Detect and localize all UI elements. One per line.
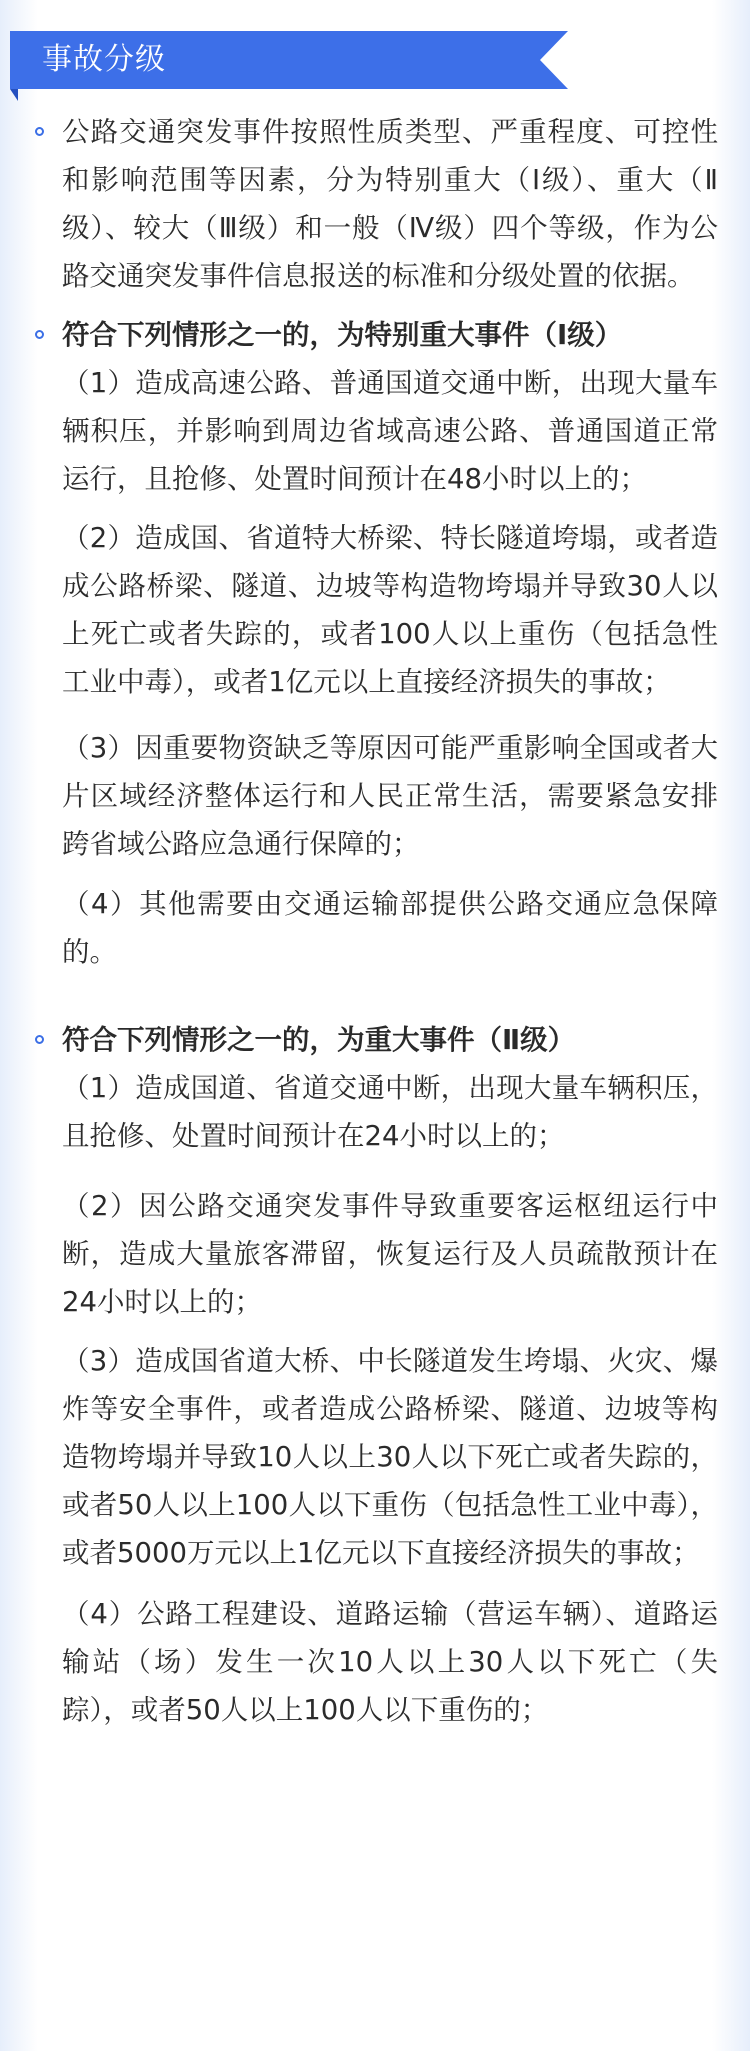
level2-item-3: （3）造成国省道大桥、中长隧道发生垮塌、火灾、爆炸等安全事件，或者造成公路桥梁、隧道、边坡等构造物垮塌并导致10人以上30人以下死亡或者失踪的，或者50人以上100人以下重伤（包括急性工业中毒），或者5000万元以上1亿元以下直接经济损失的事故； (62, 1345, 718, 1569)
section-header (10, 31, 570, 89)
level1-heading: 符合下列情形之一的，为特别重大事件（Ⅰ级） (62, 319, 623, 351)
level2-item-1: （1）造成国道、省道交通中断，出现大量车辆积压，且抢修、处置时间预计在24小时以上的； (62, 1072, 718, 1152)
circle-bullet-icon (35, 330, 44, 339)
circle-bullet-icon (35, 127, 44, 136)
level2-section (0, 1016, 750, 1734)
section-title: 事故分级 (42, 42, 166, 77)
level1-section (0, 311, 750, 976)
circle-bullet-icon (35, 1035, 44, 1044)
level2-heading: 符合下列情形之一的，为重大事件（Ⅱ级） (62, 1024, 576, 1056)
level2-item-2: （2）因公路交通突发事件导致重要客运枢纽运行中断，造成大量旅客滞留，恢复运行及人员疏散预计在24小时以上的； (62, 1190, 718, 1318)
level1-item-4: （4）其他需要由交通运输部提供公路交通应急保障的。 (62, 888, 718, 968)
level1-item-2: （2）造成国、省道特大桥梁、特长隧道垮塌，或者造成公路桥梁、隧道、边坡等构造物垮塌并导致30人以上死亡或者失踪的，或者100人以上重伤（包括急性工业中毒），或者1亿元以上直接经济损失的事故； (62, 522, 718, 698)
level1-item-3: （3）因重要物资缺乏等原因可能严重影响全国或者大片区域经济整体运行和人民正常生活，需要紧急安排跨省域公路应急通行保障的； (62, 732, 718, 860)
intro-paragraph: 公路交通突发事件按照性质类型、严重程度、可控性和影响范围等因素，分为特别重大（Ⅰ级）、重大（Ⅱ级）、较大（Ⅲ级）和一般（Ⅳ级）四个等级，作为公路交通突发事件信息报送的标准和分级处置的依据。 (62, 116, 718, 292)
level2-item-4: （4）公路工程建设、道路运输（营运车辆）、道路运输站（场）发生一次10人以上30人以下死亡（失踪），或者50人以上100人以下重伤的； (62, 1598, 718, 1726)
article-body (0, 108, 750, 1734)
intro-section (0, 108, 750, 300)
level1-item-1: （1）造成高速公路、普通国道交通中断，出现大量车辆积压，并影响到周边省域高速公路、普通国道正常运行，且抢修、处置时间预计在48小时以上的； (62, 367, 718, 495)
